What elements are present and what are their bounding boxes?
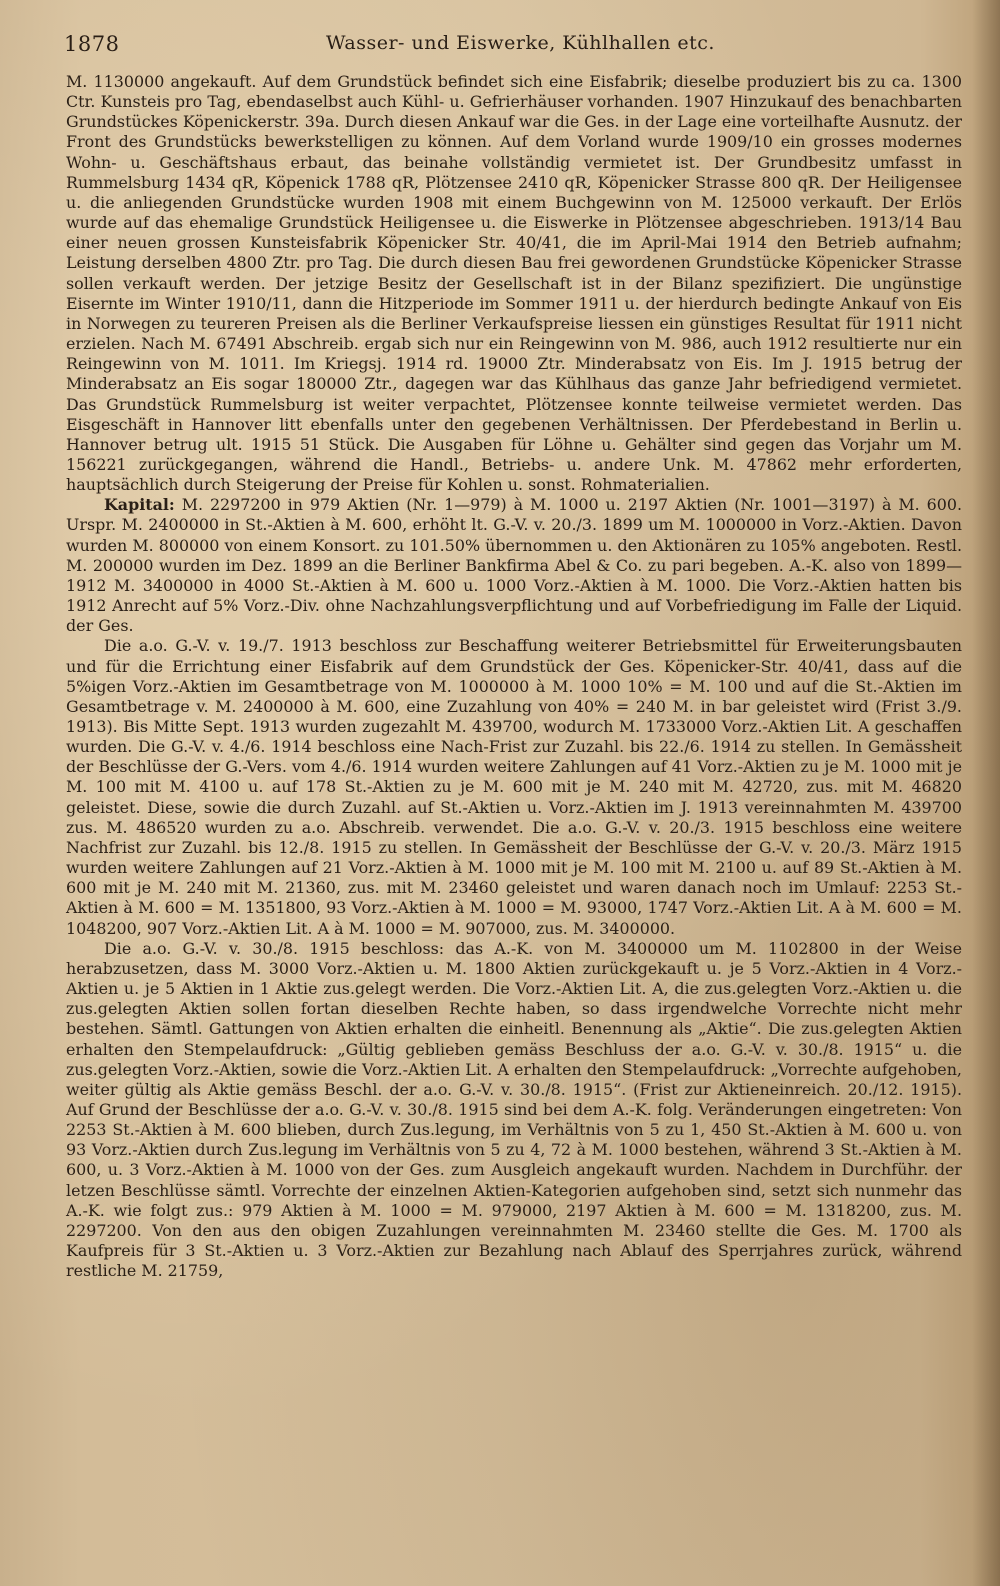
paragraph-gv-1913: Die a.o. G.-V. v. 19./7. 1913 beschloss zur Beschaffung weiterer Betriebsmittel für Erweiterungsbauten und für die Errichtung einer Eisfabrik auf dem Grundstück der Ges. Köpenicker-Str. 40/41, dass auf die 5%igen Vorz.-Aktien im Gesamtbetrage von M. 1000000 à M. 1000 10% = M. 100 und auf die St.-Aktien im Gesamtbetrage v. M. 2400000 à M. 600, eine Zuzahlung von 40% = 240 M. in bar geleistet wird (Frist 3./9. 1913). Bis Mitte Sept. 1913 wurden zugezahlt M. 439700, wodurch M. 1733000 Vorz.-Aktien Lit. A geschaffen wurden. Die G.-V. v. 4./6. 1914 beschloss eine Nach-Frist zur Zuzahl. bis 22./6. 1914 zu stellen. In Gemässheit der Beschlüsse der G.-Vers. vom 4./6. 1914 wurden weitere Zahlungen auf 41 Vorz.-Aktien zu je M. 1000 mit je M. 100 mit M. 4100 u. auf 178 St.-Aktien zu je M. 600 mit je M. 240 mit M. 42720, zus. mit M. 46820 geleistet. Diese, sowie die durch Zuzahl. auf St.-Aktien u. Vorz.-Aktien im J. 1913 vereinnahmten M. 439700 zus. M. 486520 wurden zu a.o. Abschreib. verwendet. Die a.o. G.-V. v. 20./3. 1915 beschloss eine weitere Nachfrist zur Zuzahl. bis 12./8. 1915 zu stellen. In Gemässheit der Beschlüsse der G.-V. v. 20./3. März 1915 wurden weitere Zahlungen auf 21 Vorz.-Aktien à M. 1000 mit je M. 100 mit M. 2100 u. auf 89 St.-Aktien à M. 600 mit je M. 240 mit M. 21360, zus. mit M. 23460 geleistet und waren danach noch im Umlauf: 2253 St.-Aktien à M. 600 = M. 1351800, 93 Vorz.-Aktien à M. 1000 = M. 93000, 1747 Vorz.-Aktien Lit. A à M. 600 = M. 1048200, 907 Vorz.-Aktien Lit. A à M. 1000 = M. 907000, zus. M. 3400000. — [66, 636, 962, 938]
paragraph-gv-1915: Die a.o. G.-V. v. 30./8. 1915 beschloss: das A.-K. von M. 3400000 um M. 1102800 in der Weise herabzusetzen, dass M. 3000 Vorz.-Aktien u. M. 1800 Aktien zurückgekauft u. je 5 Vorz.-Aktien in 4 Vorz.-Aktien u. je 5 Aktien in 1 Aktie zus.gelegt werden. Die Vorz.-Aktien Lit. A, die zus.gelegten Vorz.-Aktien u. die zus.gelegten Aktien sollen fortan dieselben Rechte haben, so dass irgendwelche Vorrechte nicht mehr bestehen. Sämtl. Gattungen von Aktien erhalten die einheitl. Benennung als „Aktie“. Die zus.gelegten Aktien erhalten den Stempelaufdruck: „Gültig geblieben gemäss Beschluss der a.o. G.-V. v. 30./8. 1915“ u. die zus.gelegten Vorz.-Aktien, sowie die Vorz.-Aktien Lit. A erhalten den Stempelaufdruck: „Vorrechte aufgehoben, weiter gültig als Aktie gemäss Beschl. der a.o. G.-V. v. 30./8. 1915“. (Frist zur Aktieneinreich. 20./12. 1915). Auf Grund der Beschlüsse der a.o. G.-V. v. 30./8. 1915 sind bei dem A.-K. folg. Veränderungen eingetreten: Von 2253 St.-Aktien à M. 600 blieben, durch Zus.legung, im Verhältnis von 5 zu 1, 450 St.-Aktien à M. 600 u. von 93 Vorz.-Aktien durch Zus.legung im Verhältnis von 5 zu 4, 72 à M. 1000 bestehen, während 3 St.-Aktien à M. 600, u. 3 Vorz.-Aktien à M. 1000 von der Ges. zum Ausgleich angekauft wurden. Nachdem in Durchführ. der letzen Beschlüsse sämtl. Vorrechte der einzelnen Aktien-Kategorien aufgehoben sind, setzt sich nunmehr das A.-K. wie folgt zus.: 979 Aktien à M. 1000 = M. 979000, 2197 Aktien à M. 600 = M. 1318200, zus. M. 2297200. Von den aus den obigen Zuzahlungen vereinnahmten M. 23460 stellte die Ges. M. 1700 als Kaufpreis für 3 St.-Aktien u. 3 Vorz.-Aktien zur Bezahlung nach Ablauf des Sperrjahres zurück, während restliche M. 21759, — [66, 938, 962, 1281]
kapital-heading: Kapital: — [104, 495, 175, 515]
kapital-text: M. 2297200 in 979 Aktien (Nr. 1—979) à M. 1000 u. 2197 Aktien (Nr. 1001—3197) à M. 600. Urspr. M. 2400000 in St.-Aktien à M. 600, erhöht lt. G.-V. v. 20./3. 1899 um M. 1000000 in Vorz.-Aktien. Davon wurden M. 800000 von einem Konsort. zu 101.50% übernommen u. den Aktionären zu 105% angeboten. Restl. M. 200000 wurden im Dez. 1899 an die Berliner Bankfirma Abel & Co. zu pari begeben. A.-K. also von 1899—1912 M. 3400000 in 4000 St.-Aktien à M. 600 u. 1000 Vorz.-Aktien à M. 1000. Die Vorz.-Aktien hatten bis 1912 Anrecht auf 5% Vorz.-Div. ohne Nachzahlungsverpflichtung und auf Vorbefriedigung im Falle der Liquid. der Ges. — [66, 495, 962, 636]
paragraph-kapital — [66, 495, 962, 636]
body-text — [66, 72, 962, 1281]
paragraph-company-history: M. 1130000 angekauft. Auf dem Grundstück befindet sich eine Eisfabrik; dieselbe produziert bis zu ca. 1300 Ctr. Kunsteis pro Tag, ebendaselbst auch Kühl- u. Gefrierhäuser vorhanden. 1907 Hinzukauf des benachbarten Grundstückes Köpenickerstr. 39a. Durch diesen Ankauf war die Ges. in der Lage eine vorteilhafte Ausnutz. der Front des Grundstücks bewerkstelligen zu können. Auf dem Vorland wurde 1909/10 ein grosses modernes Wohn- u. Geschäftshaus erbaut, das beinahe vollständig vermietet ist. Der Grundbesitz umfasst in Rummelsburg 1434 qR, Köpenick 1788 qR, Plötzensee 2410 qR, Köpenicker Strasse 800 qR. Der Heiligensee u. die anliegenden Grundstücke wurden 1908 mit einem Buchgewinn von M. 125000 verkauft. Der Erlös wurde auf das ehemalige Grundstück Heiligensee u. die Eiswerke in Plötzensee abgeschrieben. 1913/14 Bau einer neuen grossen Kunsteisfabrik Köpenicker Str. 40/41, die im April-Mai 1914 den Betrieb aufnahm; Leistung derselben 4800 Ztr. pro Tag. Die durch diesen Bau frei gewordenen Grundstücke Köpenicker Strasse sollen verkauft werden. Der jetzige Besitz der Gesellschaft ist in der Bilanz spezifiziert. Die ungünstige Eisernte im Winter 1910/11, dann die Hitzperiode im Sommer 1911 u. der hierdurch bedingte Ankauf von Eis in Norwegen zu teureren Preisen als die Berliner Verkaufspreise liessen ein günstiges Resultat für 1911 nicht erzielen. Nach M. 67491 Abschreib. ergab sich nur ein Reingewinn von M. 986, auch 1912 resultierte nur ein Reingewinn von M. 1011. Im Kriegsj. 1914 rd. 19000 Ztr. Minderabsatz von Eis. Im J. 1915 betrug der Minderabsatz an Eis sogar 180000 Ztr., dagegen war das Kühlhaus das ganze Jahr befriedigend vermietet. Das Grundstück Rummelsburg ist weiter verpachtet, Plötzensee konnte teilweise vermietet werden. Das Eisgeschäft in Hannover litt ebenfalls unter den gegebenen Verhältnissen. Der Pferdebestand in Berlin u. Hannover betrug ult. 1915 51 Stück. Die Ausgaben für Löhne u. Gehälter sind gegen das Vorjahr um M. 156221 zurückgegangen, während die Handl., Betriebs- u. andere Unk. M. 47862 mehr erforderten, hauptsächlich durch Steigerung der Preise für Kohlen u. sonst. Rohmaterialien. — [66, 72, 962, 495]
running-title: Wasser- und Eiswerke, Kühlhallen etc. — [326, 32, 715, 54]
running-header — [64, 32, 964, 56]
page-number: 1878 — [64, 32, 120, 56]
page-edge-shadow — [972, 0, 1000, 1586]
